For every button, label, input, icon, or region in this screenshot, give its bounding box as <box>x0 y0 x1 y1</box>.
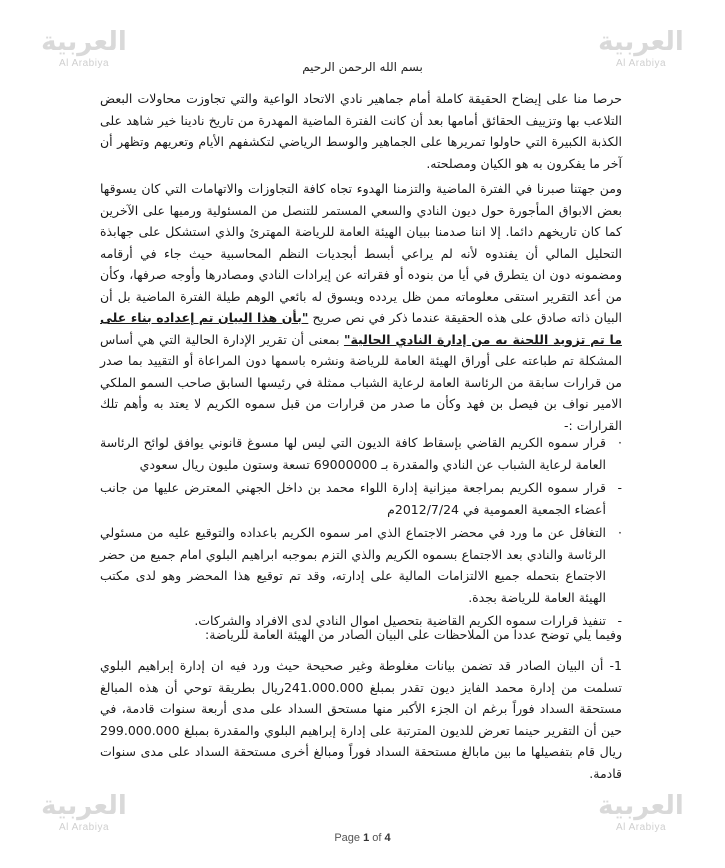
bullet-marker: · <box>618 435 622 450</box>
page-label: Page <box>334 832 361 844</box>
list-item: · التغافل عن ما ورد في محضر الاجتماع الذي امر سموه الكريم باعداده والتوقيع عليه من مسئولي الرئاسة والنادي بعد الاجتماع بسموه الكريم والذي التزم بموجبه ابراهيم البلوي امام جميع من حضر الاجتماع بتحمله جميع الالتزامات المالية على إدارته، وقد تم توقيع هذا المحضر وهو لدى مكتب الهيئة العامة للرياضة بجدة. <box>100 522 622 608</box>
watermark-logo: العربية Al Arabiya <box>41 27 127 69</box>
watermark-logo: العربية Al Arabiya <box>598 791 684 833</box>
intro-paragraph: حرصا منا على إيضاح الحقيقة كاملة أمام جماهير نادي الاتحاد الواعية والتي تجاوزت محاولات البعض التلاعب بها وتزييف الحقائق أمامها بعد أن كانت الفترة الماضية المهدرة من تاريخ نادينا خير شاهد على الكذبة الكبيرة التي حاولوا تمريرها على الجماهير والوسط الرياضي لتكشفهم الأيام وتعريهم وتظهر أن آخر ما يفكرون به هو الكيان ومصلحته. <box>100 91 622 171</box>
statement-text-part-2: بمعنى أن تقرير الإدارة الحالية التي هي أساس المشكلة تم طباعته على أوراق الهيئة العامة للرياضة ونشره باسمها دون المراعاة أو التقييد بما صدر من قرارات سابقة من الرئاسة العامة لرعاية الشباب ممثلة في رئيسها السابق صاحب السمو الملكي الامير نواف بن فيصل بن فهد وكأن ما صدر من قرارات من قبل سموه الكريم لا يعتد به وأهم تلك القرارات :- <box>100 331 622 433</box>
bullet-marker: · <box>618 525 622 540</box>
decisions-list <box>100 432 622 634</box>
watermark-logo: العربية Al Arabiya <box>598 27 684 69</box>
quoted-statement: "بأن هذا البيان تم إعداده بناء على ما تم تزويد اللجنة به من إدارة النادي الحالية" <box>100 310 622 347</box>
current-page: 1 <box>363 832 370 844</box>
total-pages: 4 <box>384 832 391 844</box>
list-item: - قرار سموه الكريم بمراجعة ميزانية إدارة اللواء محمد بن داخل الجهني المعترض عليها من جانب أعضاء الجمعية العمومية في 2012/7/24م <box>100 477 622 520</box>
statement-text-part-1: ومن جهتنا صبرنا في الفترة الماضية والتزمنا الهدوء تجاه كافة التجاوزات والاتهامات التي كان يسوقها بعض الابواق المأجورة حول ديون النادي والسعي المستمر للتنصل من المسئولية ورميها على الآخرين كما كان تاريخهم دائما. إلا اننا صدمنا ببيان الهيئة العامة للرياضة المهترئ والذي استشكل على جهابذة التحليل المالي أن يفندوه لأنه لم يراعي أبسط أبجديات النظم المحاسبية حيث جاء في أرقامه ومضمونه دون ان يتطرق في أيا من بنوده أو فقراته عن إيرادات النادي ومصادرها وأوجه صرفها، وكأن من أعد التقرير استقى معلوماته ممن ظل يردده ويسوق له بائعي الوهم طيلة الفترة الماضية بل أن البيان ذاته صادق على هذه الحقيقة عندما ذكر في نص صريح <box>100 181 622 325</box>
list-item: · قرار سموه الكريم القاضي بإسقاط كافة الديون التي ليس لها مسوغ قانوني يوافق لوائح الرئاسة العامة لرعاية الشباب عن النادي والمقدرة بـ 69000000 تسعة وستون مليون ريال سعودي <box>100 432 622 475</box>
note-paragraph-1: 1- أن البيان الصادر قد تضمن بيانات مغلوطة وغير صحيحة حيث ورد فيه ان إدارة إبراهيم البلوي تسلمت من إدارة محمد الفايز ديون تقدر بمبلغ 241.000.000ريال بطريقة توحي أن هذه المبالغ مستحقة السداد فوراً برغم ان الجزء الأكبر منها مستحق السداد على مدى أربعة سنوات قادمة، في حين أن التقرير حينما تعرض للديون المترتبة على إدارة إبراهيم البلوي والمقدرة بمبلغ 299.000.000 ريال قام بتفصيلها ما بين مابالغ مستحقة السداد فوراً ومبالغ أخرى مستحقة السداد على مدى سنوات قادمة. <box>100 658 622 781</box>
watermark-logo: العربية Al Arabiya <box>41 791 127 833</box>
bismillah-heading: بسم الله الرحمن الرحيم <box>302 60 423 74</box>
bullet-marker: - <box>617 613 622 628</box>
statement-paragraph <box>100 178 622 436</box>
of-label: of <box>372 832 382 844</box>
notes-intro: وفيما يلي توضح عددا من الملاحظات على البيان الصادر من الهيئة العامة للرياضة: <box>205 627 622 642</box>
list-item: - تنفيذ قرارات سموه الكريم القاضية بتحصيل اموال النادي لدى الافراد والشركات. <box>100 610 622 632</box>
bullet-marker: - <box>617 480 622 495</box>
page-footer <box>0 832 725 844</box>
